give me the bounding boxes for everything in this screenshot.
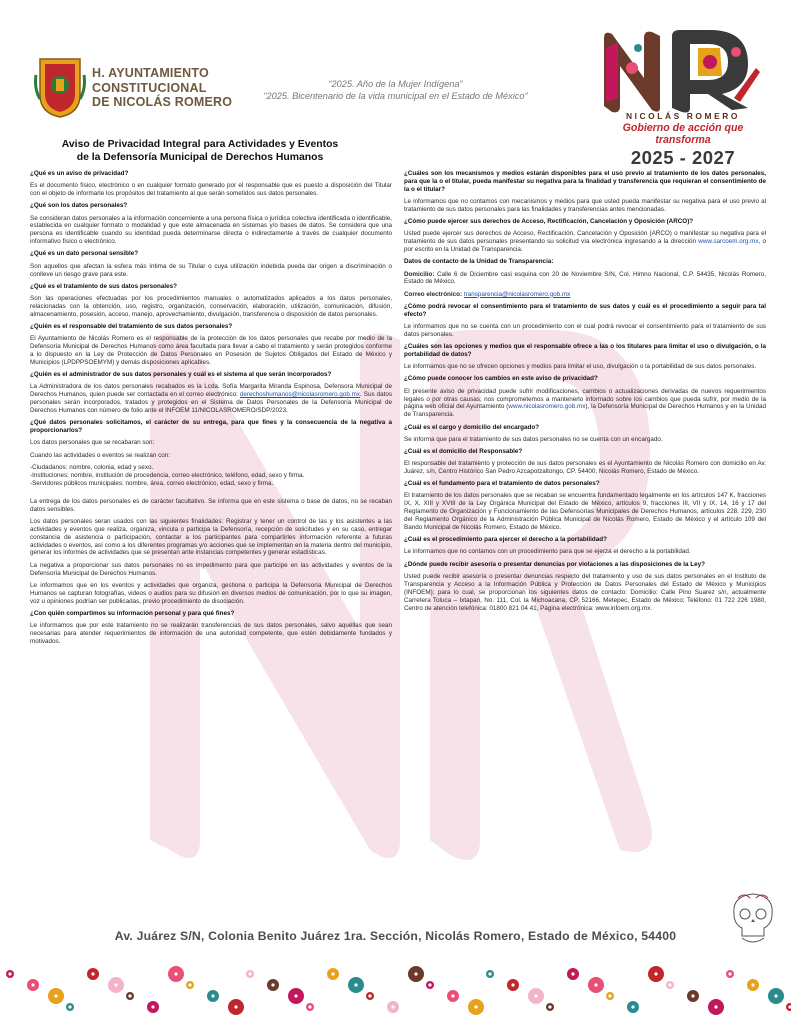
band-flower-center: [354, 983, 357, 986]
band-flower-center: [331, 972, 334, 975]
band-flower-center: [68, 1005, 71, 1008]
section-answer: Le informamos que no se cuenta con un procedimiento con el cual podrá revocar el consentimiento para el tratamiento de sus datos personales.: [404, 322, 766, 338]
answer-text: , o por escrito en la Unidad de Transparencia.: [404, 238, 766, 254]
section-question: ¿Cuál es el domicilio del Responsable?: [404, 447, 523, 455]
band-flower-center: [188, 983, 191, 986]
answer-text: Usted puede ejercer sus derechos de Acceso, Rectificación, Cancelación y Oposición (ARCO) o manifestar su negativa para el tratamiento de sus datos personales presentando su solicitud vía electrónica ingresando a la dirección: [404, 230, 766, 246]
band-flower-center: [451, 994, 454, 997]
section-answer: Cuando las actividades o eventos se realizan con:: [30, 451, 171, 459]
band-flower-center: [391, 1005, 394, 1008]
website-link[interactable]: www.nicolasromero.gob.mx: [508, 403, 586, 411]
answer-text: ), la Defensoría Municipal de Derechos Humanos y en la Unidad de Transparencia.: [404, 403, 766, 419]
band-flower-center: [414, 972, 417, 975]
section-question: ¿Cómo podrá revocar el consentimiento para el tratamiento de sus datos y cuál es el procedimiento a seguir para tal efecto?: [404, 302, 766, 318]
answer-label: Domicilio:: [404, 270, 435, 278]
section-answer: Usted puede recibir asesoría o presentar denuncias respecto del tratamiento y uso de sus datos personales en el Instituto de Transparencia y Acceso a la Información Pública y Protección de Datos Personales del Estado de México y Municipios (INFOEM); para lo cual, se proporcionan los siguientes datos de contacto: Domicilio: Calle Pino Suarez s/n, actualmente Carretera Toluca – Ixtapan, No. 111, Col. la Michoacana, CP. 52166, Metepec, Estado de México; Teléfono: 01 722 226 1980, Centro de atención telefónica: 01800 821 04 41, Página electrónica: www.infoem.org.mx.: [404, 572, 766, 612]
ayuntamiento-line-1: H. AYUNTAMIENTO: [92, 66, 209, 80]
answer-text: . Sus datos personales serán incorporados, tratados y protegidos en el Sistema de Datos Personales de la Defensoría Municipal de Derechos Humanos con número de folio ante el INFOEM 11/NICOLASROMERO/SDP/2023.: [30, 391, 392, 415]
band-flower-center: [668, 983, 671, 986]
document-title-line-2: de la Defensoría Municipal de Derechos Humanos: [76, 151, 324, 163]
section-question: ¿Dónde puede recibir asesoría o presentar denuncias por violaciones a las disposiciones de la Ley?: [404, 560, 705, 568]
band-flower-center: [248, 972, 251, 975]
section-answer: Le informamos que por este tratamiento no se realizarán transferencias de sus datos personales, salvo aquéllas que sean necesarias para atender requerimientos de información de una autoridad competente, que estén debidamente fundados y motivados.: [30, 622, 392, 645]
band-flower-center: [174, 972, 177, 975]
answer-text: Calle 6 de Diciembre casi esquina con 20 de Noviembre S/N, Col. Himno Nacional, C.P. 54435, Nicolás Romero, Estado de México.: [404, 270, 766, 286]
answer-text: El presente aviso de privacidad puede sufrir modificaciones, cambios o actualizaciones derivadas de nuevos requerimientos legales o por otras causas; nos comprometemos a mantenerlo informado sobre los cambios que pueda sufrir, por medio de la página web oficial del Ayuntamiento (: [404, 387, 766, 411]
band-flower-center: [548, 1005, 551, 1008]
section-question: ¿Cuál es el cargo y domicilio del encargado?: [404, 423, 540, 431]
band-flower-center: [571, 972, 574, 975]
section-answer: Se informa que para el tratamiento de sus datos personales no se cuenta con un encargado.: [404, 435, 663, 443]
band-flower-center: [728, 972, 731, 975]
right-column: [404, 170, 766, 612]
section-answer: Los datos personales seran usados con las siguientes finalidades: Registrar y tener un control de las y los asistentes a las actividades y eventos que realiza, organiza, vincula o participa la Defensoría, recepción de solicitudes y en su caso, entregar constancia de asistencia o participación, contactar a los participantes para compartirles información referente a futuras actividades o eventos, así como a los diferentes programas y/o acciones que se implementan en la materia dentro del municipio, generar los informes de actividades que se presentan ante instancias competentes y generar estadísticas.: [30, 517, 392, 557]
section-answer: El tratamiento de los datos personales que se recaban se encuentra fundamentado legalmente en los artículos 147 K, fracciones IX, X, XIII y XVIII de la Ley Orgánica Municipal del Estado de México, artículos 9, fracciones III, VII y IX, 14, 16 y 17 del Reglamento de Organización y Funcionamiento de las Defensorías Municipales de Derechos Humanos, artículos 228, 229, 230 del Reglamento Orgánico de la Administración Pública Municipal de Nicolás Romero, Estado de México y el artículo 109 del Bando Municipal de Nicolás Romero, Estado de México.: [404, 492, 766, 532]
section-question: ¿Qué es un aviso de privacidad?: [30, 170, 129, 177]
footer-address: Av. Juárez S/N, Colonia Benito Juárez 1ra. Sección, Nicolás Romero, Estado de México, 54400: [114, 929, 677, 943]
section-question: ¿Qué datos personales solicitamos, el carácter de su entrega, para que fines y la consecuencia de la negativa a proporcionarlos?: [30, 419, 392, 435]
municipal-crest-icon: [34, 55, 86, 119]
band-flower-center: [608, 994, 611, 997]
band-flower-center: [151, 1005, 154, 1008]
section-answer: Los datos personales que se recabaran son:: [30, 439, 155, 447]
answer-label: Correo electrónico:: [404, 290, 464, 298]
sarcoem-link[interactable]: www.sarcoem.org.mx: [698, 238, 759, 246]
band-flower-center: [31, 983, 34, 986]
section-answer: [404, 291, 766, 299]
band-flower-center: [211, 994, 214, 997]
section-answer: Le informamos que no contamos con mecanismos y medios para que usted pueda manifestar su negativa para el uso previo al tratamiento de sus datos personales para las finalidades y transferencias antes mencionadas.: [404, 198, 766, 213]
section-question: ¿Con quién compartimos su información personal y para qué fines?: [30, 609, 235, 617]
section-question: ¿Qué es un dato personal sensible?: [30, 250, 139, 258]
section-answer: Le informamos que no se ofrecen opciones y medios para limitar el uso, divulgación o la portabilidad de sus datos personales.: [404, 363, 757, 371]
ayuntamiento-line-3: DE NICOLÁS ROMERO: [92, 95, 233, 109]
section-answer: Se consideran datos personales a la información concerniente a una persona física o jurídica colectiva identificada o identificable, establecida en cualquier formato o modalidad y que este almacenada en sistemas y/o bases de datos. Se considera que una persona es identificable cuando su identidad pueda determinarse directa o indirectamente a través de cualquier documento informativo físico o electrónico.: [30, 214, 392, 246]
section-answer: Le informamos que no contamos con un procedimiento para que se ejerza el derecho a la portabilidad.: [404, 548, 691, 556]
band-flower-center: [234, 1005, 237, 1008]
decorative-floral-band: [0, 960, 791, 1024]
section-question: ¿Qué es el tratamiento de sus datos personales?: [30, 282, 177, 290]
data-list: [30, 464, 392, 488]
band-flower-center: [8, 972, 11, 975]
band-flower-center: [114, 983, 117, 986]
year-motto-2: “2025. Bicentenario de la vida municipal en el Estado de México”: [263, 91, 528, 101]
section-answer: [404, 388, 766, 420]
ayuntamiento-name: [92, 66, 232, 110]
band-flower-center: [751, 983, 754, 986]
band-flower-center: [428, 983, 431, 986]
section-answer: Son aquellos que afectan la esfera más íntima de su Titular o cuya utilización indebida pueda dar origen a discriminación o conlleve un riesgo grave para este.: [30, 262, 392, 278]
section-answer: Es el documento físico, electrónico o en cualquier formato generado por el responsable que es puesto a disposición del Titular con el objeto de informarle los propósitos del tratamiento al que serán sometidos sus datos personales.: [30, 182, 392, 198]
section-answer: La entrega de los datos personales es de carácter facultativo. Se informa que en este sistema o base de datos, no se recaban datos sensibles.: [30, 497, 392, 513]
band-flower-center: [654, 972, 657, 975]
section-question: ¿Cómo puede ejercer sus derechos de Acceso, Rectificación, Cancelación y Oposición (ARCO)?: [404, 218, 694, 226]
list-item: -Servidores públicos municipales: nombre, área, correo electrónico, edad, sexo y firma.: [30, 479, 274, 487]
band-flower-center: [474, 1005, 477, 1008]
section-answer: Le informamos que en los eventos y actividades que organiza, gestiona o participa la Defensoría Municipal de Derechos Humanos se capturan fotografías, videos o audios para su difusión en diversos medios de comunicación, por lo que su imagen, voz u opiniones podrían ser publicadas, previo procedimiento de disociación.: [30, 581, 392, 605]
year-motto-1: “2025. Año de la Mujer Indígena”: [328, 79, 463, 89]
section-question: Datos de contacto de la Unidad de Transparencia:: [404, 258, 554, 266]
band-flower-center: [774, 994, 777, 997]
ayuntamiento-line-2: CONSTITUCIONAL: [92, 80, 207, 95]
band-flower-center: [368, 994, 371, 997]
section-question: ¿Cuáles son los mecanismos y medios estarán disponibles para el uso previo al tratamiento de los datos personales, para que la o el titular, pueda manifestar su negativa para la finalidad y transferencia que requieran el consentimiento de la o el titular?: [404, 170, 766, 193]
band-flower-center: [271, 983, 274, 986]
year-mottos: [248, 78, 543, 102]
section-question: ¿Cómo puede conocer los cambios en este aviso de privacidad?: [404, 375, 598, 383]
transparency-email-link[interactable]: transparencia@nicolasromero.gob.mx: [463, 290, 571, 298]
band-flower-center: [511, 983, 514, 986]
answer-text: La Administradora de los datos personales recabados es la Lcda. Sofía Margarita Miranda Espinosa, Defensora Municipal de Derechos Humanos, quien puede ser contactada en el correo electrónico:: [30, 383, 392, 399]
spacer: [30, 487, 392, 493]
section-answer: [30, 383, 392, 415]
document-title-line-1: Aviso de Privacidad Integral para Actividades y Eventos: [61, 139, 339, 150]
band-flower-center: [594, 983, 597, 986]
list-item: -Ciudadanos: nombre, colonia, edad y sexo.: [30, 463, 154, 471]
section-answer: La negativa a proporcionar sus datos personales no es impedimento para que participe en las actividades y eventos de la Defensoría Municipal de Derechos Humanos.: [30, 561, 392, 577]
band-flower-center: [691, 994, 694, 997]
band-flower-center: [54, 994, 57, 997]
section-answer: Son las operaciones efectuadas por los procedimientos manuales o automatizados aplicados a los datos personales, relacionadas con la obtención, uso, registro, organización, conservación, elaboración, utilización, comunicación, difusión, almacenamiento, posesión, acceso, manejo, aprovechamiento, divulgación, transferencia o disposición de datos personales.: [30, 294, 392, 318]
band-flower-center: [534, 994, 537, 997]
band-flower-center: [714, 1005, 717, 1008]
document-title: [30, 139, 370, 164]
list-item: -Instituciones: nombre, institución de procedencia, correo electrónico, teléfono, edad, sexo y firma.: [30, 471, 305, 479]
dh-email-link[interactable]: derechoshumanos@nicolasromero.gob.mx: [239, 391, 361, 399]
section-answer: [404, 230, 766, 254]
section-question: ¿Quién es el responsable del tratamiento de sus datos personales?: [30, 322, 233, 330]
logo-tagline: Gobierno de acción que transforma: [622, 122, 744, 146]
band-flower-center: [631, 1005, 634, 1008]
band-flower-center: [128, 994, 131, 997]
band-flower-center: [294, 994, 297, 997]
band-flower-center: [308, 1005, 311, 1008]
section-question: ¿Qué son los datos personales?: [30, 202, 128, 210]
band-flower-center: [488, 972, 491, 975]
logo-municipality-name: NICOLÁS ROMERO: [625, 111, 741, 121]
section-question: ¿Cuál es el procedimiento para ejercer el derecho a la portabilidad?: [404, 536, 607, 544]
section-answer: El Ayuntamiento de Nicolás Romero es el responsable de la protección de los datos personales que recabe por medio de la Defensoría Municipal de Derechos Humanos como área facultada para llevar a cabo el tratamiento y serán protegidos conforme a lo dispuesto en la Ley de Protección de Datos Personales en Posesión de Sujetos Obligados del Estado de México y Municipios (LPDPPSOEMYM) y demás disposiciones aplicables.: [30, 335, 392, 366]
logo-years: 2025 - 2027: [630, 147, 736, 168]
band-flower-center: [91, 972, 94, 975]
section-answer: [404, 271, 766, 287]
section-question: ¿Cuáles son las opciones y medios que el responsable ofrece a las o los titulares para limitar el uso o divulgación, o la portabilidad de datos?: [404, 343, 766, 358]
left-column: [30, 170, 392, 646]
section-question: ¿Quién es el administrador de sus datos personales y cuál es el sistema al que serán incorporados?: [30, 371, 332, 379]
section-question: ¿Cuál es el fundamento para el tratamiento de datos personales?: [404, 480, 600, 488]
page-header: [0, 0, 791, 168]
logo-captions: [600, 111, 766, 169]
section-answer: El responsable del tratamiento y protección de sus datos personales es el Ayuntamiento de Nicolás Romero con domicilio en Av. Juárez, s/n, Centro Histórico San Pedro Azcapotzaltongo, CP. 54400, Nicolás Romero, Estado de México.: [404, 460, 766, 476]
